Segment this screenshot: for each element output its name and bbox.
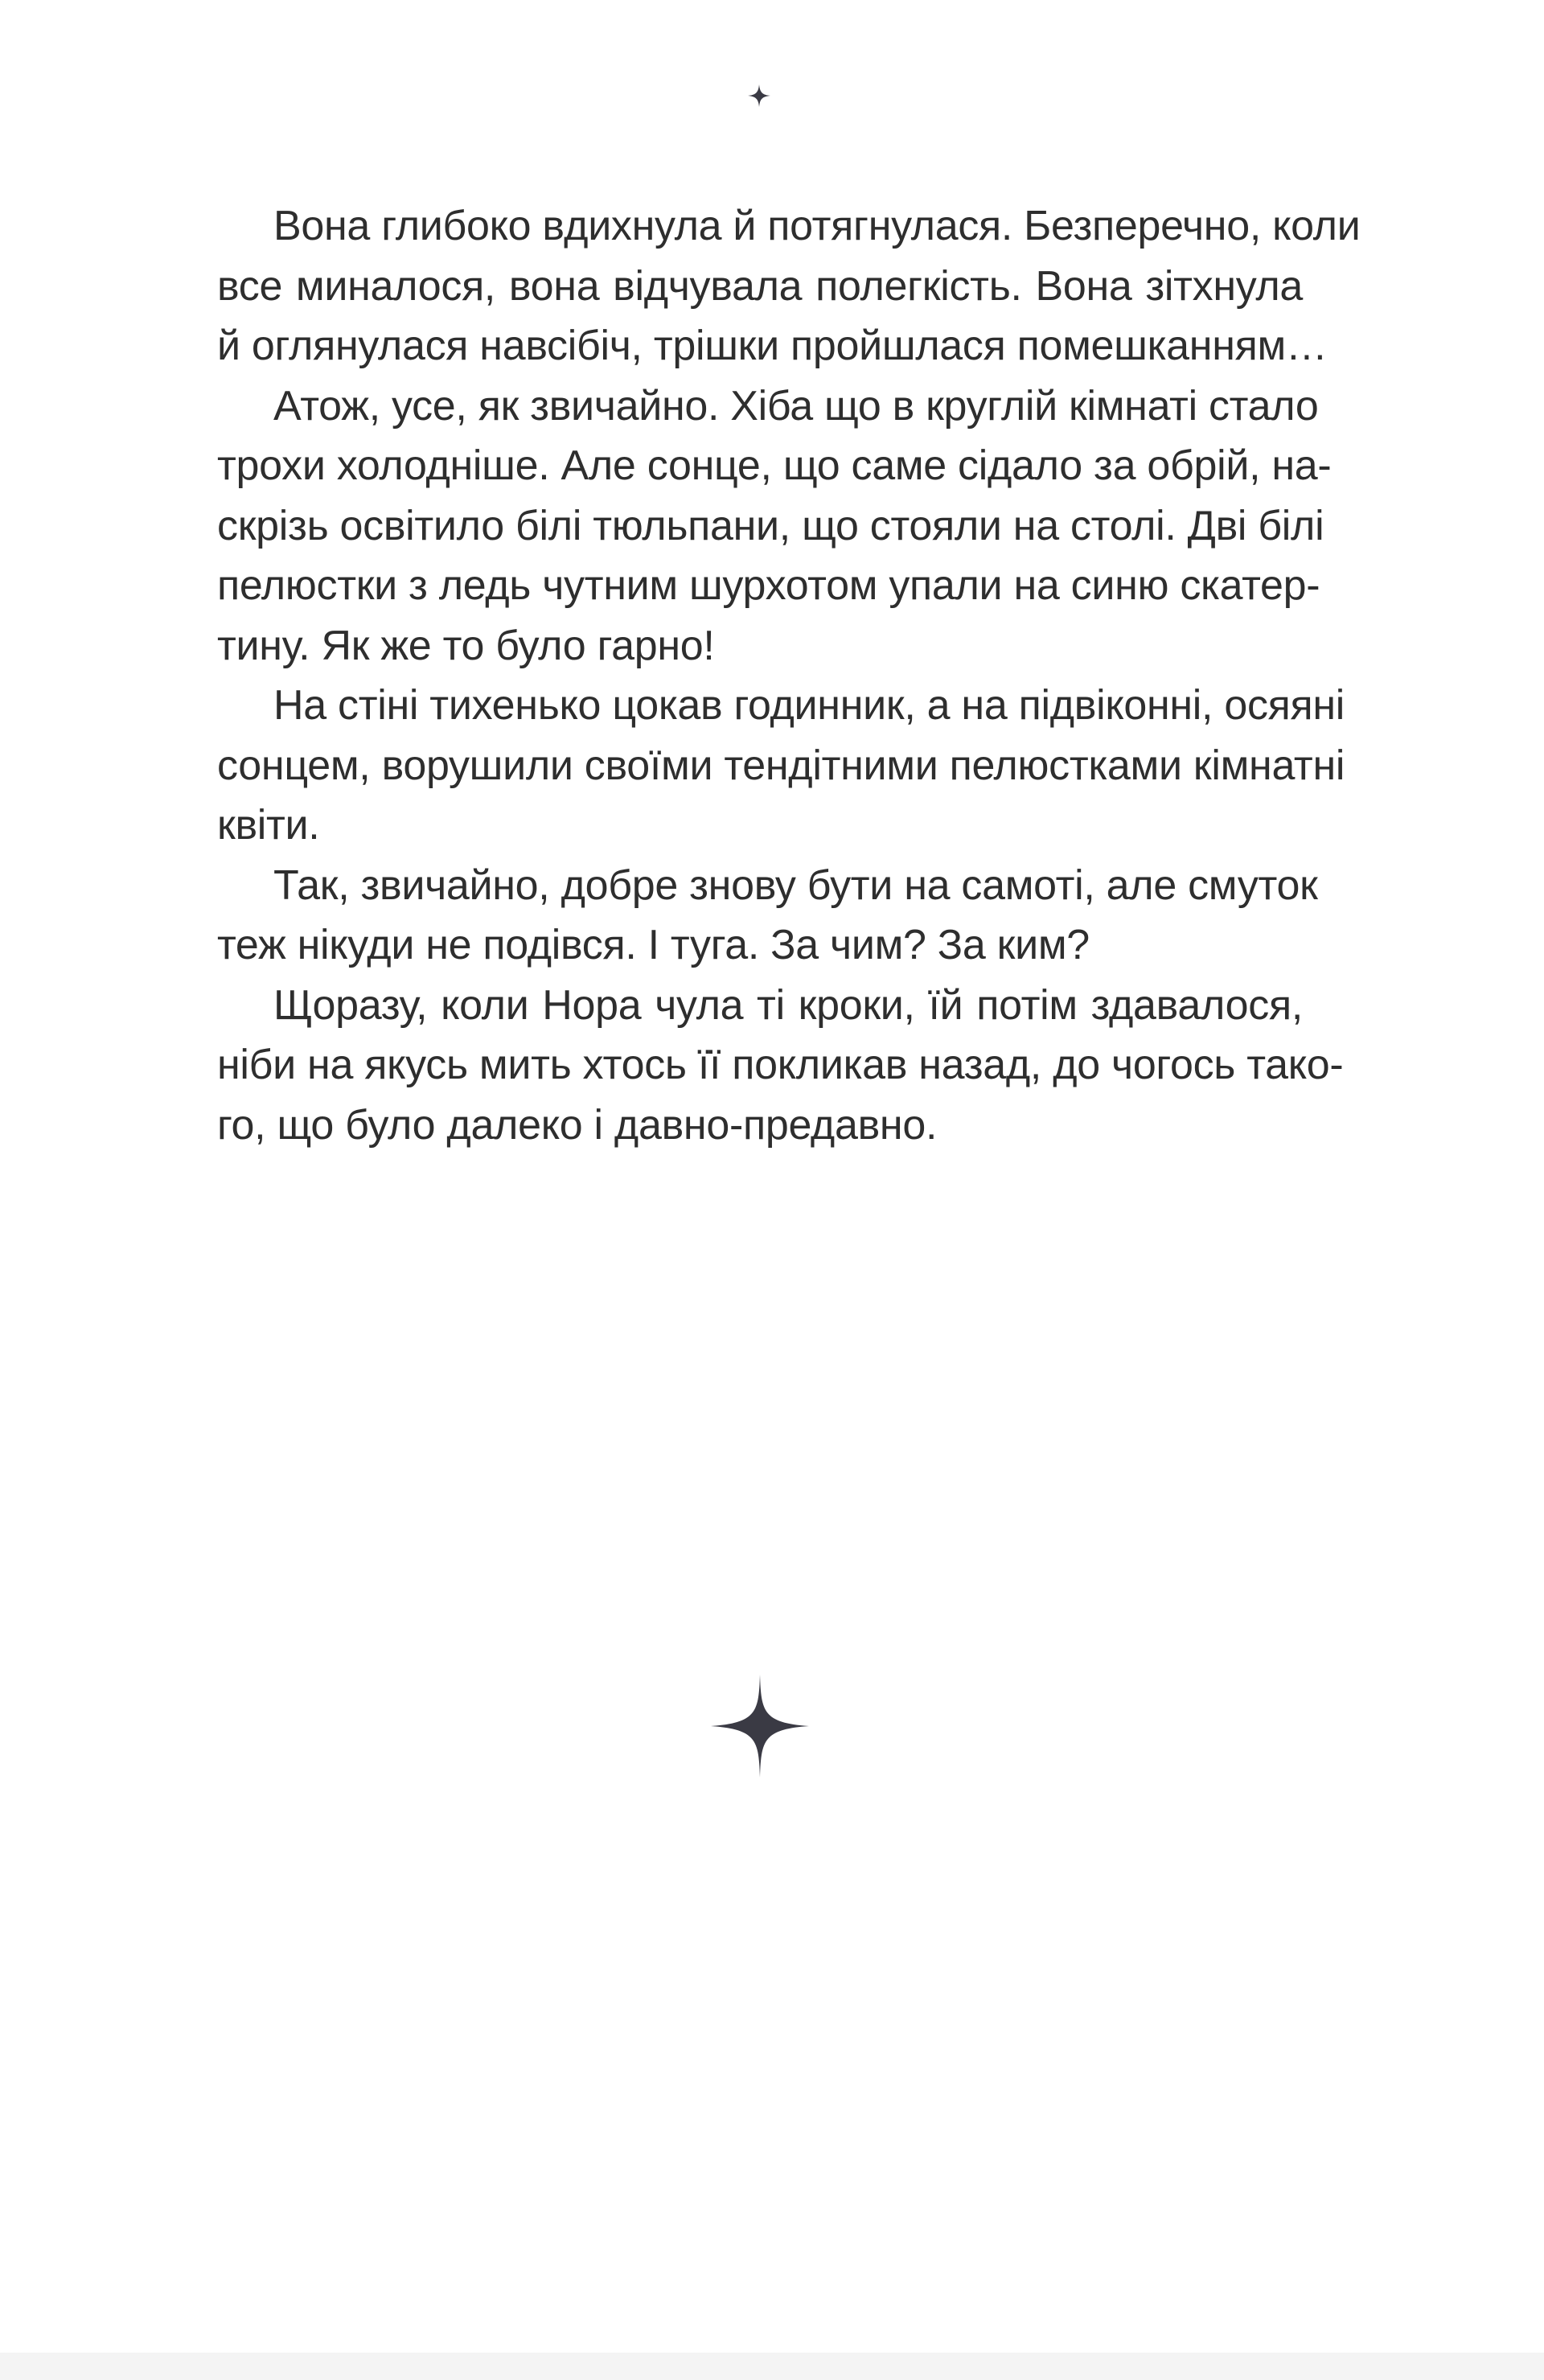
text-line: Атож, усе, як звичайно. Хіба що в круглій кімнаті стало (273, 382, 1319, 430)
text-line: пелюстки з ледь чутним шурхотом упали на синю скатер- (217, 562, 1320, 609)
text-line: квіти. (217, 802, 320, 849)
text-line: скрізь освітило білі тюльпани, що стояли на столі. Дві білі (217, 502, 1324, 549)
text-line: тину. Як же то було гарно! (217, 622, 715, 669)
text-line: трохи холодніше. Але сонце, що саме сідало за обрій, на- (217, 442, 1332, 489)
page-bottom-edge (0, 2353, 1544, 2380)
text-line: го, що було далеко і давно-предавно. (217, 1101, 938, 1149)
text-line: й оглянулася навсібіч, трішки пройшлася помешканням… (217, 323, 1328, 369)
text-line: Так, звичайно, добре знову бути на самоті, але смуток (273, 861, 1318, 909)
text-line: На стіні тихенько цокав годинник, а на підвіконні, осяяні (273, 682, 1345, 729)
text-line: Вона глибоко вдихнула й потягнулася. Безперечно, коли (273, 203, 1361, 249)
star-divider-icon (711, 1675, 809, 1778)
text-line: Щоразу, коли Нора чула ті кроки, їй потім здавалося, (273, 981, 1303, 1029)
text-line: все миналося, вона відчувала полегкість. Вона зітхнула (217, 262, 1303, 310)
text-line: сонцем, ворушили своїми тендітними пелюстками кімнатні (217, 742, 1345, 789)
star-ornament-icon (747, 84, 771, 108)
body-text (217, 196, 1361, 1155)
text-line: теж нікуди не подівся. І туга. За чим? За ким? (217, 922, 1090, 968)
text-line: ніби на якусь мить хтось її покликав назад, до чогось тако- (217, 1042, 1344, 1088)
